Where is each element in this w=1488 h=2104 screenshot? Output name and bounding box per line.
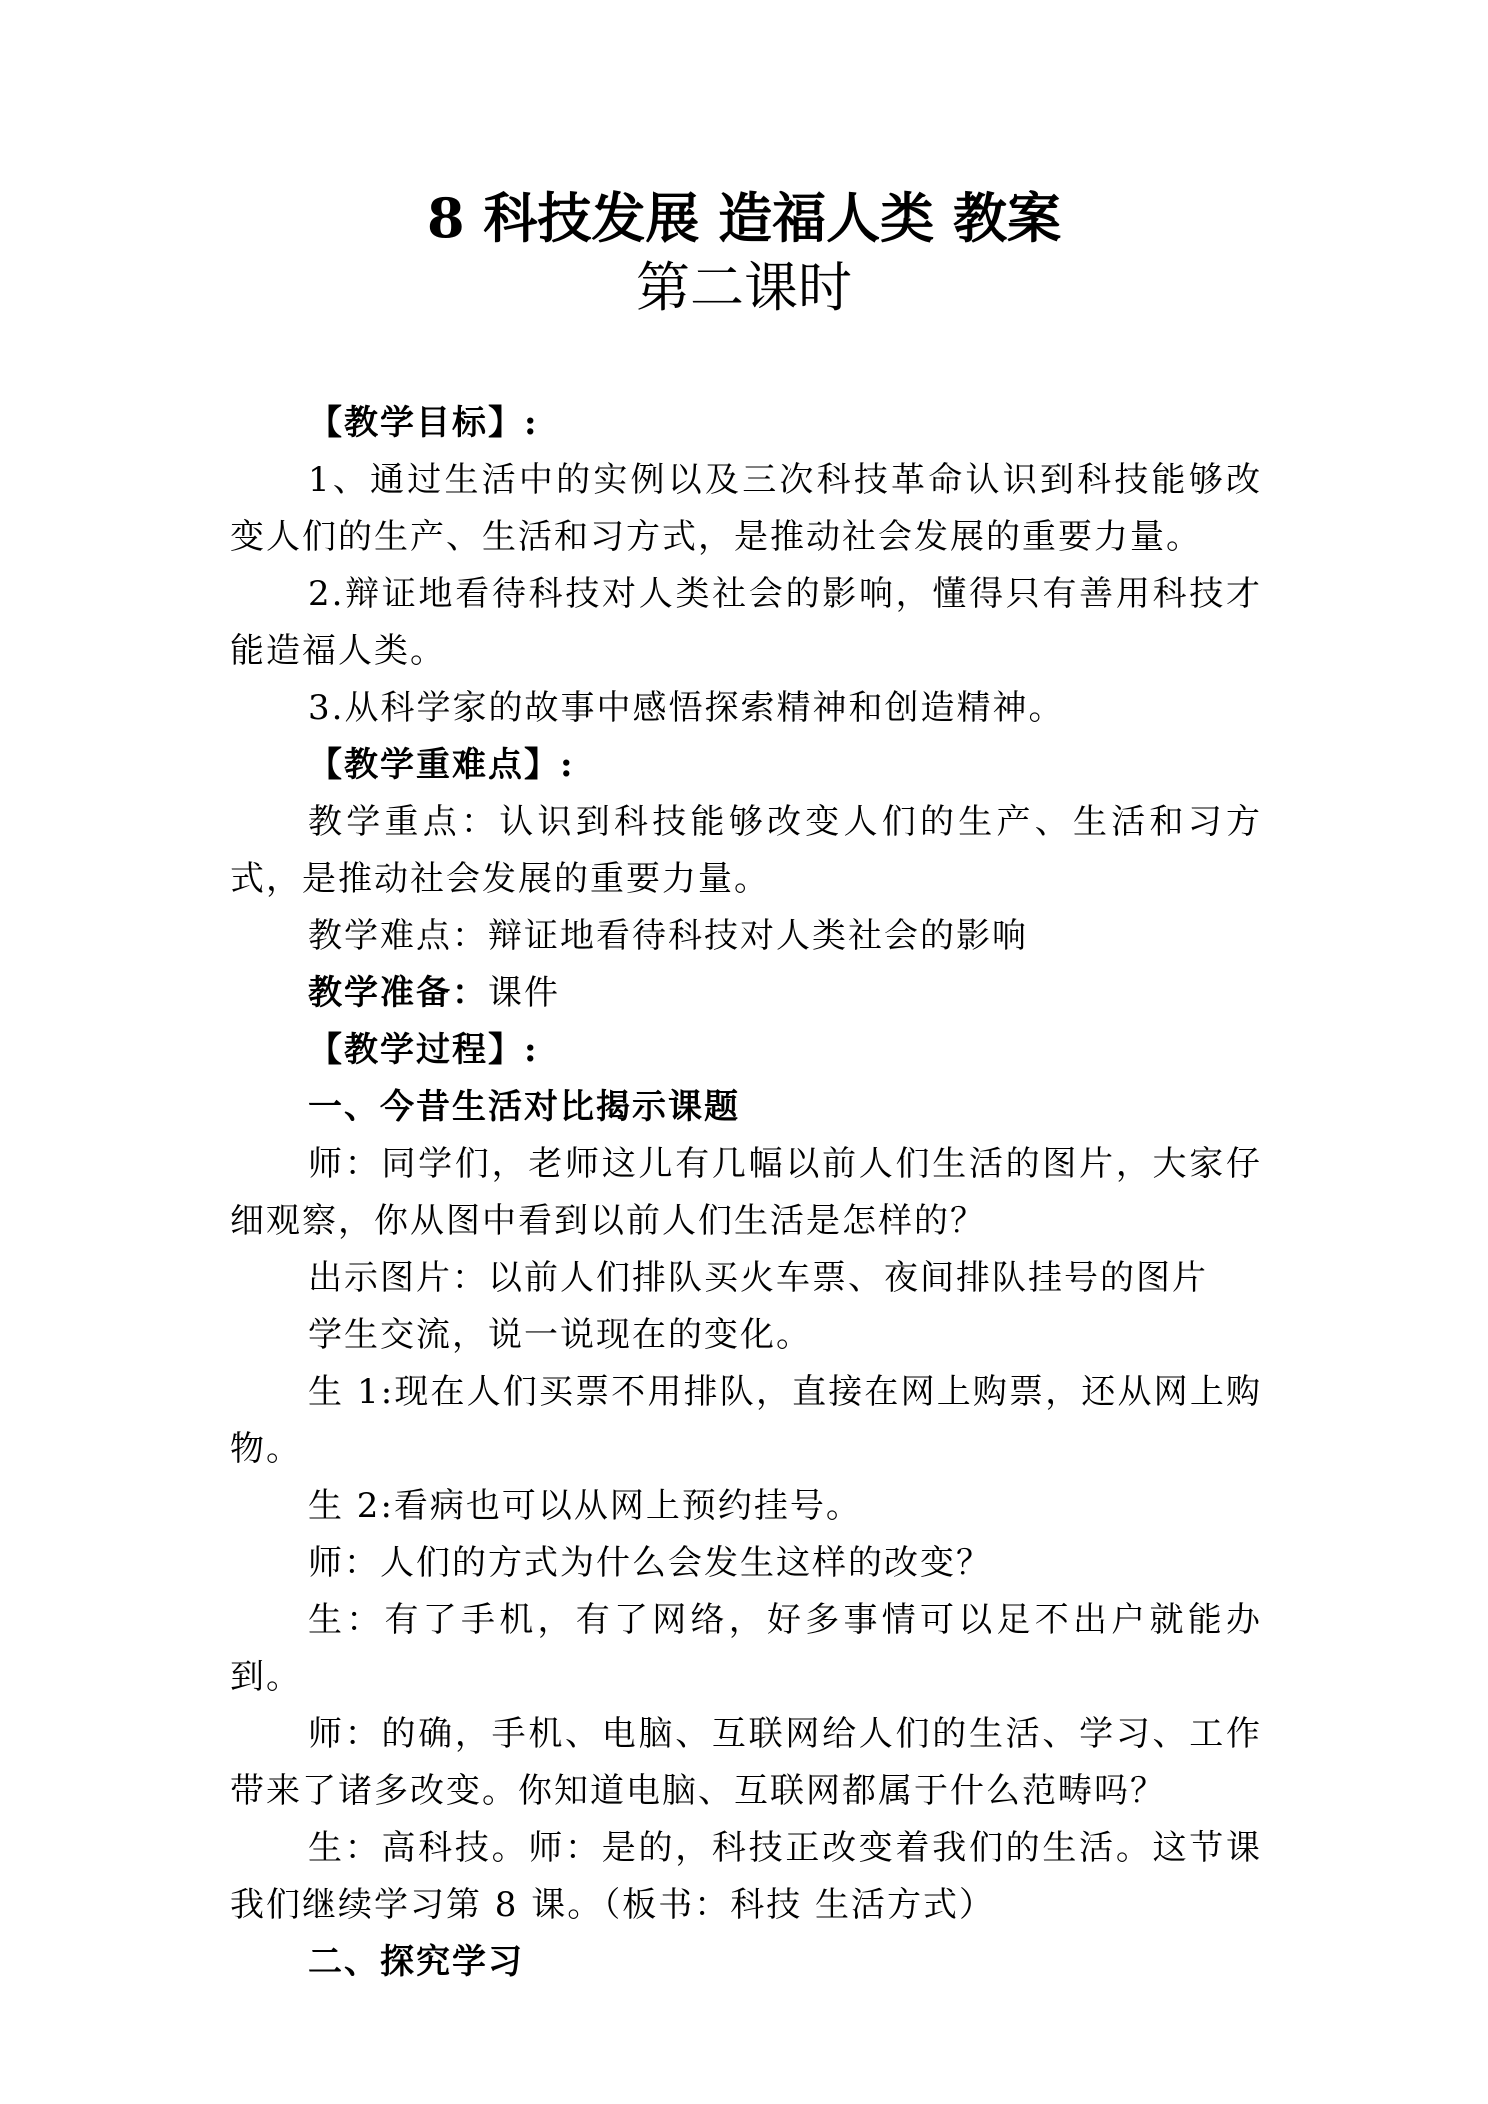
- document-body: [230, 395, 1262, 1991]
- objective-2: 2.辩证地看待科技对人类社会的影响，懂得只有善用科技才能造福人类。: [230, 574, 1262, 671]
- paragraph: 生：有了手机，有了网络，好多事情可以足不出户就能办到。: [230, 1600, 1262, 1697]
- document-subtitle: 第二课时: [636, 256, 852, 319]
- document-title: 8 科技发展 造福人类 教案: [427, 186, 1061, 250]
- paragraph: 生 2:看病也可以从网上预约挂号。: [308, 1486, 862, 1526]
- preparation-value: 课件: [488, 973, 560, 1013]
- difficult-point: 教学难点：辩证地看待科技对人类社会的影响: [308, 916, 1028, 956]
- preparation: [230, 965, 1262, 1022]
- key-point: 教学重点：认识到科技能够改变人们的生产、生活和习方式，是推动社会发展的重要力量。: [230, 802, 1262, 899]
- process-heading: 【教学过程】:: [308, 1030, 539, 1070]
- keypoints-heading: 【教学重难点】:: [308, 745, 575, 785]
- section-2-heading: 二、探究学习: [308, 1942, 524, 1982]
- objectives-heading: 【教学目标】:: [308, 403, 539, 443]
- paragraph: 师：人们的方式为什么会发生这样的改变？: [308, 1543, 992, 1583]
- objective-3: 3.从科学家的故事中感悟探索精神和创造精神。: [308, 688, 1065, 728]
- paragraph: 师：同学们，老师这儿有几幅以前人们生活的图片，大家仔细观察，你从图中看到以前人们生活是怎样的？: [230, 1144, 1262, 1241]
- paragraph: 出示图片：以前人们排队买火车票、夜间排队挂号的图片: [308, 1258, 1208, 1298]
- paragraph: 生：高科技。师：是的，科技正改变着我们的生活。这节课我们继续学习第 8 课。（板书：科技 生活方式）: [230, 1828, 1262, 1925]
- paragraph: 生 1:现在人们买票不用排队，直接在网上购票，还从网上购物。: [230, 1372, 1262, 1469]
- preparation-label: 教学准备：: [308, 973, 488, 1013]
- paragraph: 学生交流，说一说现在的变化。: [308, 1315, 812, 1355]
- objective-1: 1、通过生活中的实例以及三次科技革命认识到科技能够改变人们的生产、生活和习方式，是推动社会发展的重要力量。: [230, 460, 1262, 557]
- section-1-heading: 一、今昔生活对比揭示课题: [308, 1087, 740, 1127]
- paragraph: 师：的确，手机、电脑、互联网给人们的生活、学习、工作带来了诸多改变。你知道电脑、互联网都属于什么范畴吗？: [230, 1714, 1262, 1811]
